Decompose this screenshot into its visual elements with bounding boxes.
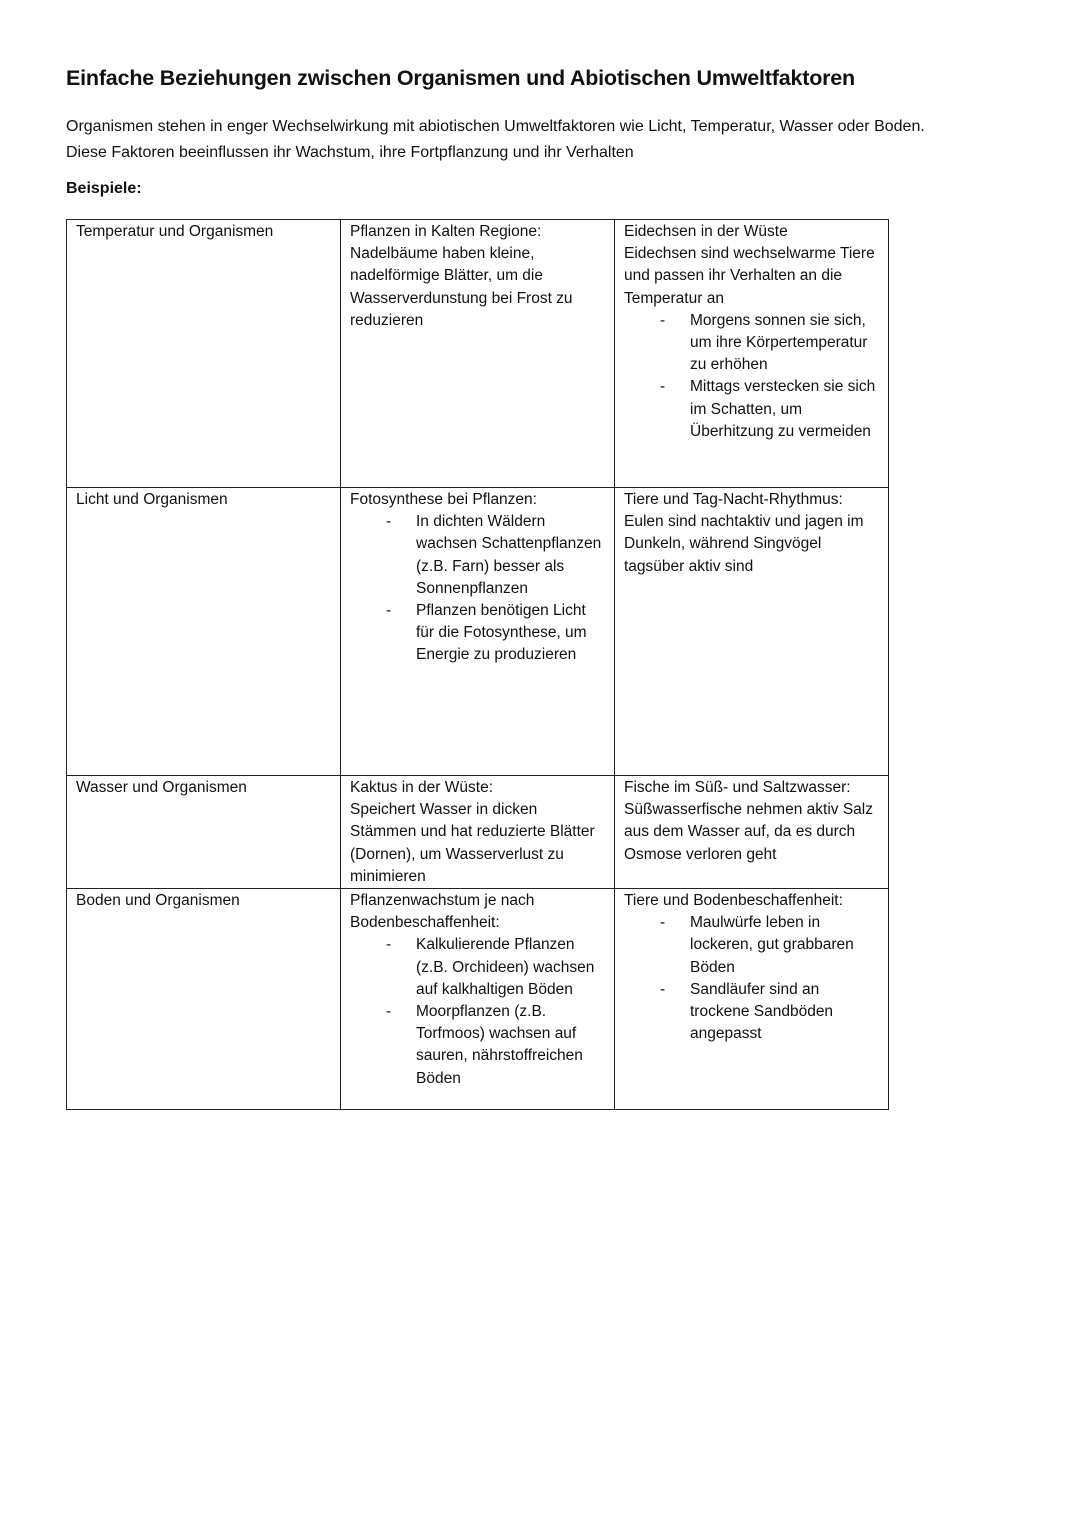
bullet-list bbox=[624, 912, 879, 1045]
bullet-list bbox=[624, 310, 879, 443]
table-row bbox=[67, 488, 889, 776]
animal-example-cell bbox=[615, 488, 889, 776]
plant-example-cell bbox=[341, 889, 615, 1110]
bullet-item: - In dichten Wäldern wachsen Schattenpflanzen (z.B. Farn) besser als Sonnenpflanzen bbox=[350, 511, 605, 600]
example-heading: Tiere und Bodenbeschaffenheit: bbox=[624, 892, 843, 910]
plant-example-cell bbox=[341, 488, 615, 776]
bullet-list bbox=[350, 934, 605, 1089]
example-heading: Eidechsen in der Wüste bbox=[624, 223, 788, 240]
plant-example-cell bbox=[341, 776, 615, 889]
factor-cell: Boden und Organismen bbox=[67, 889, 341, 1110]
example-heading: Tiere und Tag-Nacht-Rhythmus: bbox=[624, 491, 843, 508]
example-heading: Fotosynthese bei Pflanzen: bbox=[350, 491, 537, 508]
bullet-item: - Moorpflanzen (z.B. Torfmoos) wachsen auf sauren, nährstoffreichen Böden bbox=[350, 1001, 605, 1090]
examples-table bbox=[66, 219, 889, 1110]
factor-cell: Licht und Organismen bbox=[67, 488, 341, 776]
bullet-list bbox=[350, 511, 605, 666]
plant-example-cell bbox=[341, 220, 615, 488]
example-text: Eidechsen sind wechselwarme Tiere und passen ihr Verhalten an die Temperatur an bbox=[624, 245, 875, 307]
example-heading: Kaktus in der Wüste: bbox=[350, 779, 494, 796]
example-text: Speichert Wasser in dicken Stämmen und hat reduzierte Blätter (Dornen), um Wasserverlust zu minimieren bbox=[350, 801, 595, 885]
bullet-item: - Mittags verstecken sie sich im Schatten, um Überhitzung zu vermeiden bbox=[624, 376, 879, 443]
bullet-item: - Morgens sonnen sie sich, um ihre Körpertemperatur zu erhöhen bbox=[624, 310, 879, 377]
example-text: Süßwasserfische nehmen aktiv Salz aus dem Wasser auf, da es durch Osmose verloren geht bbox=[624, 801, 873, 863]
intro-paragraph bbox=[66, 114, 1046, 165]
intro-line: Diese Faktoren beeinflussen ihr Wachstum, ihre Fortpflanzung und ihr Verhalten bbox=[66, 143, 634, 161]
table-row bbox=[67, 776, 889, 889]
animal-example-cell bbox=[615, 220, 889, 488]
intro-line: Organismen stehen in enger Wechselwirkung mit abiotischen Umweltfaktoren wie Licht, Temperatur, Wasser oder Boden. bbox=[66, 118, 925, 135]
factor-cell: Wasser und Organismen bbox=[67, 776, 341, 889]
example-heading: Pflanzen in Kalten Regione: bbox=[350, 223, 542, 240]
example-text: Eulen sind nachtaktiv und jagen im Dunkeln, während Singvögel tagsüber aktiv sind bbox=[624, 513, 864, 575]
table-row bbox=[67, 220, 889, 488]
bullet-item: - Sandläufer sind an trockene Sandböden angepasst bbox=[624, 979, 879, 1046]
example-heading: Fische im Süß- und Saltzwasser: bbox=[624, 779, 851, 796]
page-title: Einfache Beziehungen zwischen Organismen und Abiotischen Umweltfaktoren bbox=[66, 66, 855, 90]
examples-label: Beispiele: bbox=[66, 180, 142, 197]
animal-example-cell bbox=[615, 889, 889, 1110]
factor-cell: Temperatur und Organismen bbox=[67, 220, 341, 488]
bullet-item: - Maulwürfe leben in lockeren, gut grabbaren Böden bbox=[624, 912, 879, 979]
table-row bbox=[67, 889, 889, 1110]
example-heading: Pflanzenwachstum je nach Bodenbeschaffenheit: bbox=[350, 892, 535, 932]
example-text: Nadelbäume haben kleine, nadelförmige Blätter, um die Wasserverdunstung bei Frost zu reduzieren bbox=[350, 245, 573, 329]
animal-example-cell bbox=[615, 776, 889, 889]
bullet-item: - Kalkulierende Pflanzen (z.B. Orchideen) wachsen auf kalkhaltigen Böden bbox=[350, 934, 605, 1001]
bullet-item: - Pflanzen benötigen Licht für die Fotosynthese, um Energie zu produzieren bbox=[350, 600, 605, 667]
